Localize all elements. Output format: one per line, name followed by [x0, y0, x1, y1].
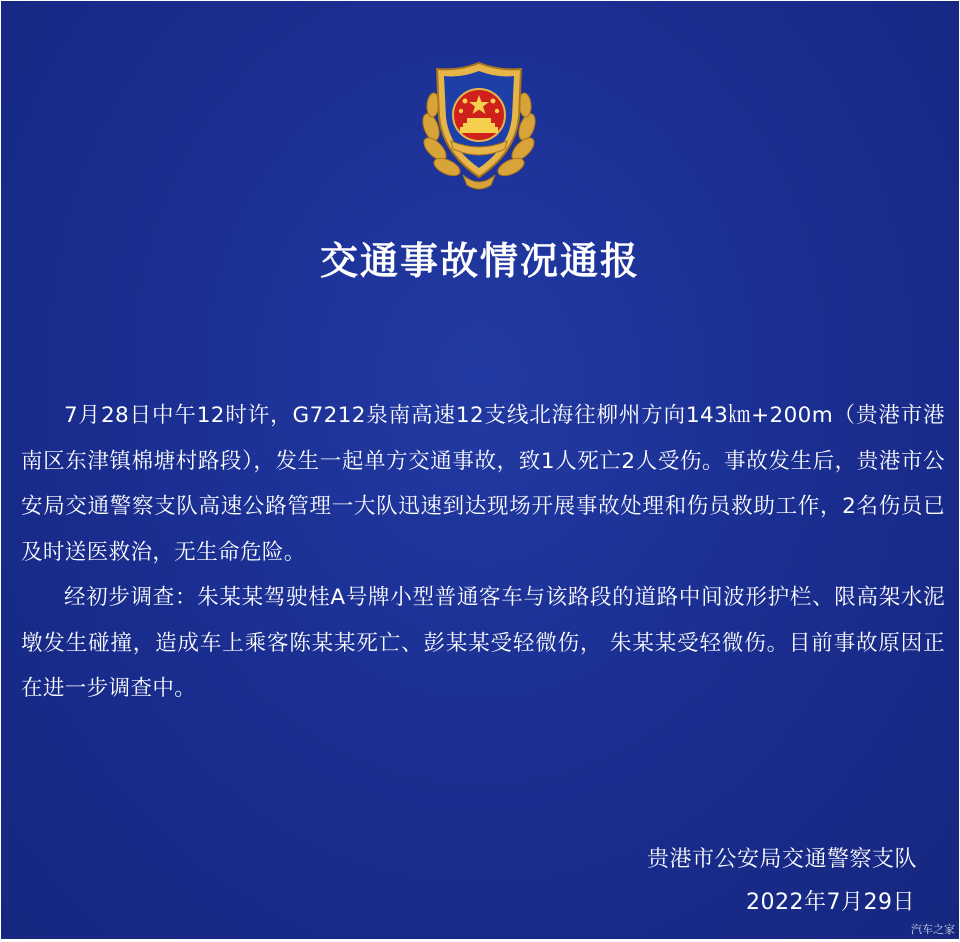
announcement-poster — [1, 1, 959, 939]
signature-date: 2022年7月29日 — [746, 890, 915, 915]
announcement-body — [21, 393, 945, 712]
paragraph-2: 经初步调查：朱某某驾驶桂A号牌小型普通客车与该路段的道路中间波形护栏、限高架水泥墩发生碰撞，造成车上乘客陈某某死亡、彭某某受轻微伤， 朱某某受轻微伤。目前事故原因正在进一步调查中。 — [21, 585, 945, 701]
watermark: 汽车之家 — [911, 923, 955, 936]
paragraph-1: 7月28日中午12时许，G7212泉南高速12支线北海往柳州方向143㎞+200m（贵港市港南区东津镇棉塘村路段），发生一起单方交通事故，致1人死亡2人受伤。事故发生后，贵港市公安局交通警察支队高速公路管理一大队迅速到达现场开展事故处理和伤员救助工作，2名伤员已及时送医救治，无生命危险。 — [21, 403, 945, 565]
page-title: 交通事故情况通报 — [319, 239, 640, 283]
police-badge-icon — [411, 57, 547, 193]
signature-org: 贵港市公安局交通警察支队 — [646, 847, 917, 872]
